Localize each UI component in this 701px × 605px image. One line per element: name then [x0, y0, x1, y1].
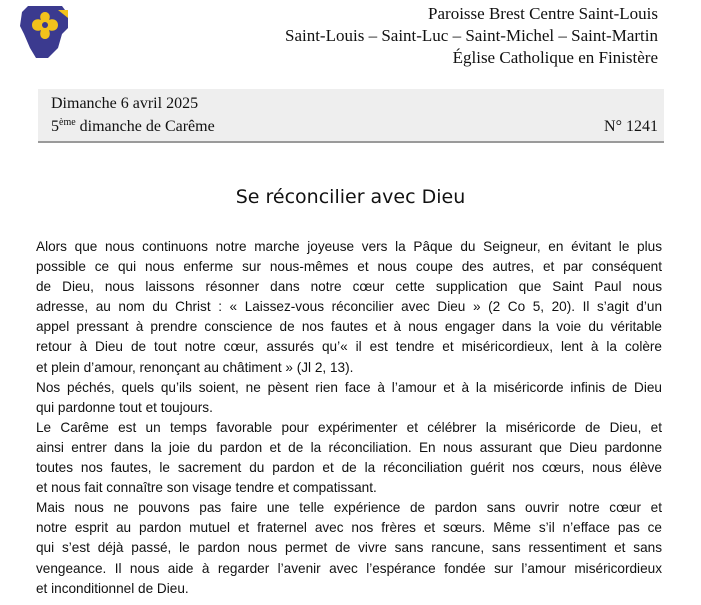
liturgical-sunday — [51, 118, 215, 136]
paragraph-line: et plein d’amour, renonçant au châtiment » (Jl 2, 13). — [36, 359, 354, 375]
article-body — [36, 237, 662, 599]
paragraph-line: ainsi entrer dans la joie du pardon et de la réconciliation. En nous assurant que Dieu pardonne — [36, 439, 662, 455]
paragraph-line: Nos péchés, quels qu’ils soient, ne pèsent rien face à l’amour et à la miséricorde infinis de Dieu — [36, 379, 662, 395]
bulletin-number: N° 1241 — [604, 118, 658, 135]
paragraph-line: Mais nous ne pouvons pas faire une telle expérience de pardon sans ouvrir notre cœur et — [36, 500, 662, 516]
paragraph-line: de Dieu, nous laissons résonner dans notre cœur cette supplication que Saint Paul nous — [36, 279, 662, 295]
parish-churches: Saint-Louis – Saint-Luc – Saint-Michel – Saint-Martin — [284, 26, 658, 45]
parish-diocese: Église Catholique en Finistère — [452, 48, 658, 67]
paragraph-line: appel pressant à prendre conscience de nos fautes et à nous engager dans la voie du véritable — [36, 319, 662, 335]
paragraph-line: qui pardonne tout et toujours. — [36, 399, 213, 415]
bulletin-info-bar — [38, 89, 664, 143]
article-paragraph — [36, 237, 662, 378]
paragraph-line: notre esprit au pardon mutuel et fraternel avec nos frères et sœurs. Même s’il n’efface pas ce — [36, 520, 662, 536]
paragraph-line: adresse, au nom du Christ : « Laissez-vous réconcilier avec Dieu » (2 Co 5, 20). Il s’agit d’un — [36, 299, 662, 315]
parish-name: Paroisse Brest Centre Saint-Louis — [428, 4, 658, 23]
parish-header — [285, 3, 658, 69]
paragraph-line: qui s’est déjà passé, le pardon nous permet de vivre sans rancune, sans ressentiment et sans — [36, 540, 662, 556]
paragraph-line: Le Carême est un temps favorable pour expérimenter et célébrer la miséricorde de Dieu, et — [36, 419, 662, 435]
paragraph-line: possible ce qui nous enferme sur nous-mêmes et nous coupe des autres, et par conséquent — [36, 259, 662, 275]
sunday-label: dimanche de Carême — [75, 118, 215, 135]
article-paragraph — [36, 418, 662, 498]
sunday-ordinal-suffix: ème — [59, 117, 76, 128]
paragraph-line: Alors que nous continuons notre marche joyeuse vers la Pâque du Seigneur, en évitant le plus — [36, 239, 662, 254]
article-title: Se réconcilier avec Dieu — [235, 186, 466, 208]
article-paragraph — [36, 378, 662, 418]
bulletin-date: Dimanche 6 avril 2025 — [51, 95, 199, 112]
sunday-ordinal-number: 5 — [51, 118, 59, 135]
article-paragraph — [36, 498, 662, 598]
paragraph-line: toutes nos fautes, le sacrement du pardon et de la réconciliation guérit nos cœurs, nous élève — [36, 460, 662, 476]
paragraph-line: et nous fait connaître son visage tendre et compatissant. — [36, 480, 377, 496]
paragraph-line: retour à Dieu de tout notre cœur, assurés qu’« il est tendre et miséricordieux, lent à la colère — [36, 339, 662, 355]
paragraph-line: et inconditionnel de Dieu. — [36, 580, 189, 596]
parish-cross-logo-icon — [18, 4, 72, 60]
paragraph-line: vengeance. Il nous aide à regarder l’avenir avec l’espérance fondée sur l’amour miséricordieux — [36, 560, 662, 576]
